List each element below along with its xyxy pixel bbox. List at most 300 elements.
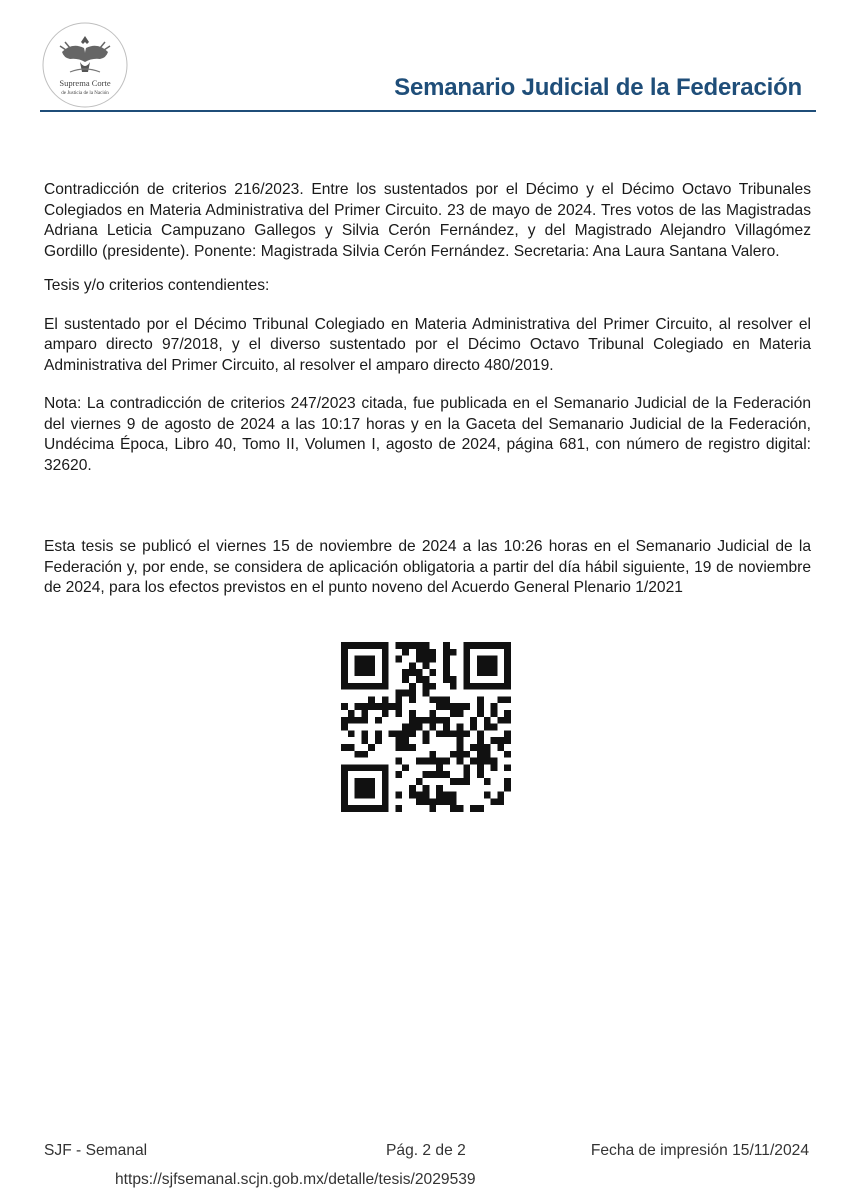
- qr-module: [402, 649, 409, 656]
- qr-module: [382, 778, 389, 785]
- qr-module: [395, 730, 402, 737]
- qr-module: [436, 730, 443, 737]
- qr-module: [470, 642, 477, 649]
- qr-module: [375, 737, 382, 744]
- qr-module: [477, 656, 484, 663]
- qr-module: [457, 778, 464, 785]
- qr-module: [416, 758, 423, 765]
- qr-module: [491, 662, 498, 669]
- qr-module: [348, 764, 355, 771]
- qr-module: [484, 792, 491, 799]
- qr-module: [409, 792, 416, 799]
- qr-module: [355, 717, 362, 724]
- qr-module: [484, 642, 491, 649]
- qr-module: [382, 676, 389, 683]
- qr-module: [457, 724, 464, 731]
- qr-module: [361, 717, 368, 724]
- qr-module: [484, 758, 491, 765]
- qr-module: [463, 771, 470, 778]
- qr-module: [341, 642, 348, 649]
- qr-module: [491, 656, 498, 663]
- qr-module: [361, 805, 368, 812]
- qr-module: [361, 730, 368, 737]
- qr-module: [409, 730, 416, 737]
- qr-module: [450, 710, 457, 717]
- qr-module: [382, 792, 389, 799]
- qr-module: [429, 710, 436, 717]
- qr-module: [463, 642, 470, 649]
- qr-module: [382, 785, 389, 792]
- qr-module: [341, 649, 348, 656]
- qr-module: [382, 710, 389, 717]
- qr-module: [355, 703, 362, 710]
- qr-module: [416, 724, 423, 731]
- qr-module: [368, 696, 375, 703]
- qr-module: [457, 737, 464, 744]
- qr-module: [423, 642, 430, 649]
- qr-module: [341, 798, 348, 805]
- qr-module: [375, 764, 382, 771]
- qr-module: [470, 717, 477, 724]
- qr-module: [368, 656, 375, 663]
- qr-module: [491, 710, 498, 717]
- qr-module: [423, 730, 430, 737]
- qr-module: [341, 724, 348, 731]
- qr-module: [491, 642, 498, 649]
- qr-module: [348, 805, 355, 812]
- qr-module: [382, 771, 389, 778]
- qr-module: [429, 751, 436, 758]
- qr-module: [348, 683, 355, 690]
- qr-module: [355, 642, 362, 649]
- qr-module: [341, 669, 348, 676]
- qr-module: [402, 730, 409, 737]
- qr-module: [436, 771, 443, 778]
- qr-module: [361, 669, 368, 676]
- qr-module: [423, 683, 430, 690]
- qr-module: [341, 805, 348, 812]
- qr-module: [409, 785, 416, 792]
- qr-module: [484, 717, 491, 724]
- qr-module: [504, 642, 511, 649]
- qr-module: [450, 751, 457, 758]
- qr-module: [504, 785, 511, 792]
- qr-module: [375, 703, 382, 710]
- qr-module: [491, 703, 498, 710]
- qr-module: [382, 662, 389, 669]
- qr-module: [409, 710, 416, 717]
- contradiccion-paragraph: Contradicción de criterios 216/2023. Entre los sustentados por el Décimo y el Décimo Octavo Tribunales Colegiados en Materia Administrativa del Primer Circuito. 23 de mayo de 2024. Tres votos de las Magistradas Adriana Leticia Campuzano Gallegos y Silvia Cerón Fernández, y del Magistrado Alejandro Villagómez Gordillo (presidente). Ponente: Magistrada Silvia Cerón Fernández. Secretaria: Ana Laura Santana Valero.: [44, 181, 811, 260]
- qr-module: [457, 710, 464, 717]
- qr-module: [470, 724, 477, 731]
- qr-module: [341, 662, 348, 669]
- qr-module: [416, 778, 423, 785]
- tesis-label: Tesis y/o criterios contendientes:: [44, 277, 270, 294]
- qr-module: [416, 642, 423, 649]
- qr-module: [477, 662, 484, 669]
- qr-module: [484, 669, 491, 676]
- qr-module: [423, 656, 430, 663]
- qr-module: [416, 649, 423, 656]
- qr-module: [484, 751, 491, 758]
- qr-module: [429, 805, 436, 812]
- qr-module: [416, 717, 423, 724]
- qr-module: [416, 792, 423, 799]
- page-title: Semanario Judicial de la Federación: [394, 74, 802, 101]
- qr-module: [436, 764, 443, 771]
- qr-module: [450, 805, 457, 812]
- qr-module: [504, 662, 511, 669]
- qr-module: [368, 744, 375, 751]
- qr-module: [395, 703, 402, 710]
- qr-module: [443, 724, 450, 731]
- qr-module: [423, 690, 430, 697]
- qr-module: [450, 683, 457, 690]
- qr-module: [368, 669, 375, 676]
- qr-module: [463, 662, 470, 669]
- qr-module: [504, 676, 511, 683]
- qr-module: [355, 669, 362, 676]
- qr-module: [423, 662, 430, 669]
- qr-module: [504, 737, 511, 744]
- qr-module: [484, 744, 491, 751]
- qr-module: [423, 717, 430, 724]
- qr-module: [504, 730, 511, 737]
- qr-module: [436, 798, 443, 805]
- qr-module: [409, 724, 416, 731]
- qr-module: [395, 690, 402, 697]
- qr-module: [389, 703, 396, 710]
- qr-module: [436, 792, 443, 799]
- qr-module: [477, 642, 484, 649]
- qr-module: [423, 649, 430, 656]
- qr-module: [450, 778, 457, 785]
- qr-module: [402, 744, 409, 751]
- qr-module: [341, 656, 348, 663]
- qr-module: [504, 656, 511, 663]
- qr-module: [477, 710, 484, 717]
- qr-module: [368, 792, 375, 799]
- qr-module: [443, 696, 450, 703]
- qr-module: [491, 758, 498, 765]
- qr-module: [368, 785, 375, 792]
- qr-module: [341, 764, 348, 771]
- qr-module: [355, 792, 362, 799]
- sustentado-paragraph: El sustentado por el Décimo Tribunal Colegiado en Materia Administrativa del Primer Circuito, al resolver el amparo directo 97/2018, y el diverso sustentado por el Décimo Octavo Tribunal Colegiado en Materia Administrativa del Primer Circuito, al resolver el amparo directo 480/2019.: [44, 315, 811, 374]
- qr-module: [436, 717, 443, 724]
- qr-module: [375, 730, 382, 737]
- qr-module: [436, 696, 443, 703]
- qr-module: [361, 764, 368, 771]
- qr-module: [361, 785, 368, 792]
- qr-module: [423, 676, 430, 683]
- qr-module: [355, 683, 362, 690]
- qr-module: [416, 798, 423, 805]
- qr-module: [470, 744, 477, 751]
- qr-module: [497, 717, 504, 724]
- qr-module: [341, 676, 348, 683]
- qr-module: [361, 656, 368, 663]
- qr-module: [355, 751, 362, 758]
- footer: [44, 1142, 809, 1162]
- qr-module: [463, 703, 470, 710]
- qr-module: [443, 703, 450, 710]
- qr-module: [348, 717, 355, 724]
- qr-module: [423, 737, 430, 744]
- qr-module: [504, 710, 511, 717]
- qr-module: [395, 642, 402, 649]
- qr-module: [443, 798, 450, 805]
- footer-source: SJF - Semanal: [44, 1142, 148, 1159]
- qr-module: [348, 642, 355, 649]
- qr-module: [355, 764, 362, 771]
- qr-module: [443, 676, 450, 683]
- qr-module: [504, 778, 511, 785]
- qr-module: [382, 669, 389, 676]
- scjn-logo: [40, 22, 130, 108]
- qr-module: [450, 676, 457, 683]
- qr-module: [382, 696, 389, 703]
- qr-module: [375, 805, 382, 812]
- qr-module: [491, 683, 498, 690]
- qr-module: [491, 669, 498, 676]
- qr-module: [402, 724, 409, 731]
- qr-module: [429, 696, 436, 703]
- qr-module: [368, 642, 375, 649]
- qr-module: [395, 771, 402, 778]
- qr-module: [402, 669, 409, 676]
- qr-module: [361, 792, 368, 799]
- qr-module: [341, 778, 348, 785]
- qr-module: [450, 798, 457, 805]
- qr-module: [443, 669, 450, 676]
- qr-module: [416, 669, 423, 676]
- qr-module: [423, 785, 430, 792]
- page-number: Pág. 2 de 2: [386, 1142, 466, 1159]
- qr-module: [341, 703, 348, 710]
- qr-module: [409, 696, 416, 703]
- qr-module: [491, 724, 498, 731]
- qr-module: [477, 730, 484, 737]
- qr-module: [484, 662, 491, 669]
- qr-module: [457, 805, 464, 812]
- qr-module: [375, 642, 382, 649]
- qr-module: [477, 771, 484, 778]
- qr-module: [355, 805, 362, 812]
- qr-module: [361, 737, 368, 744]
- qr-module: [355, 662, 362, 669]
- qr-module: [450, 792, 457, 799]
- qr-module: [361, 703, 368, 710]
- qr-module: [355, 778, 362, 785]
- qr-module: [395, 744, 402, 751]
- qr-module: [477, 683, 484, 690]
- qr-module: [341, 785, 348, 792]
- qr-module: [477, 744, 484, 751]
- qr-module: [429, 717, 436, 724]
- qr-module: [429, 798, 436, 805]
- qr-module: [477, 805, 484, 812]
- qr-module: [355, 656, 362, 663]
- qr-module: [443, 717, 450, 724]
- qr-module: [375, 683, 382, 690]
- nota-paragraph: Nota: La contradicción de criterios 247/2023 citada, fue publicada en el Semanario Judicial de la Federación del viernes 9 de agosto de 2024 a las 10:17 horas y en la Gaceta del Semanario Judicial de la Federación, Undécima Época, Libro 40, Tomo II, Volumen I, agosto de 2024, página 681, con número de registro digital: 32620.: [44, 395, 811, 474]
- qr-module: [443, 656, 450, 663]
- qr-module: [395, 710, 402, 717]
- qr-module: [484, 724, 491, 731]
- qr-module: [409, 642, 416, 649]
- qr-module: [504, 649, 511, 656]
- qr-module: [423, 758, 430, 765]
- qr-module: [389, 730, 396, 737]
- qr-module: [477, 751, 484, 758]
- qr-module: [463, 676, 470, 683]
- qr-module: [429, 656, 436, 663]
- qr-module: [470, 805, 477, 812]
- qr-module: [402, 642, 409, 649]
- qr-module: [477, 758, 484, 765]
- qr-module: [409, 669, 416, 676]
- qr-module: [423, 792, 430, 799]
- qr-module: [368, 703, 375, 710]
- qr-module: [341, 683, 348, 690]
- qr-code-icon: [341, 642, 511, 812]
- qr-module: [477, 764, 484, 771]
- qr-module: [368, 805, 375, 812]
- qr-module: [457, 751, 464, 758]
- qr-module: [457, 758, 464, 765]
- qr-module: [497, 737, 504, 744]
- qr-module: [463, 730, 470, 737]
- qr-module: [436, 703, 443, 710]
- qr-module: [361, 642, 368, 649]
- qr-module: [409, 717, 416, 724]
- qr-module: [497, 744, 504, 751]
- qr-module: [450, 649, 457, 656]
- qr-module: [341, 744, 348, 751]
- qr-module: [429, 649, 436, 656]
- qr-module: [457, 744, 464, 751]
- logo-line2: de Justicia de la Nación: [61, 91, 109, 96]
- eagle-seal-icon: [40, 22, 130, 108]
- qr-module: [484, 683, 491, 690]
- qr-module: [395, 656, 402, 663]
- qr-module: [443, 771, 450, 778]
- qr-module: [436, 785, 443, 792]
- qr-module: [504, 669, 511, 676]
- document-body: [44, 180, 811, 599]
- qr-module: [348, 710, 355, 717]
- qr-module: [348, 744, 355, 751]
- qr-module: [450, 730, 457, 737]
- qr-module: [463, 683, 470, 690]
- qr-module: [504, 683, 511, 690]
- qr-module: [457, 703, 464, 710]
- qr-module: [382, 764, 389, 771]
- qr-module: [382, 703, 389, 710]
- qr-module: [341, 717, 348, 724]
- qr-module: [443, 642, 450, 649]
- qr-module: [368, 764, 375, 771]
- qr-module: [368, 778, 375, 785]
- qr-module: [361, 778, 368, 785]
- qr-module: [402, 737, 409, 744]
- qr-module: [341, 792, 348, 799]
- qr-module: [504, 696, 511, 703]
- qr-module: [484, 778, 491, 785]
- qr-module: [429, 683, 436, 690]
- qr-module: [443, 758, 450, 765]
- qr-module: [450, 703, 457, 710]
- print-date: Fecha de impresión 15/11/2024: [590, 1142, 809, 1159]
- header-divider: [40, 110, 816, 112]
- qr-module: [429, 724, 436, 731]
- qr-module: [463, 649, 470, 656]
- qr-module: [402, 676, 409, 683]
- qr-module: [504, 764, 511, 771]
- qr-module: [497, 798, 504, 805]
- qr-module: [491, 764, 498, 771]
- qr-module: [382, 649, 389, 656]
- qr-module: [382, 642, 389, 649]
- qr-module: [395, 758, 402, 765]
- qr-module: [416, 676, 423, 683]
- qr-module: [355, 785, 362, 792]
- qr-module: [409, 690, 416, 697]
- qr-module: [443, 649, 450, 656]
- qr-module: [463, 656, 470, 663]
- qr-module: [395, 792, 402, 799]
- qr-module: [382, 683, 389, 690]
- tesis-url[interactable]: https://sjfsemanal.scjn.gob.mx/detalle/tesis/2029539: [115, 1171, 476, 1188]
- qr-module: [361, 662, 368, 669]
- qr-module: [504, 717, 511, 724]
- qr-module: [497, 642, 504, 649]
- qr-module: [402, 764, 409, 771]
- qr-module: [457, 730, 464, 737]
- qr-module: [504, 751, 511, 758]
- qr-module: [361, 683, 368, 690]
- qr-module: [429, 669, 436, 676]
- qr-module: [497, 683, 504, 690]
- qr-module: [443, 730, 450, 737]
- qr-module: [395, 696, 402, 703]
- qr-module: [375, 717, 382, 724]
- qr-module: [477, 737, 484, 744]
- qr-module: [463, 751, 470, 758]
- qr-module: [470, 683, 477, 690]
- qr-module: [382, 656, 389, 663]
- qr-module: [395, 737, 402, 744]
- qr-module: [497, 792, 504, 799]
- qr-module: [423, 771, 430, 778]
- qr-module: [348, 730, 355, 737]
- qr-module: [491, 798, 498, 805]
- qr-module: [491, 737, 498, 744]
- qr-module: [361, 710, 368, 717]
- qr-module: [361, 751, 368, 758]
- qr-module: [477, 696, 484, 703]
- qr-module: [423, 798, 430, 805]
- qr-module: [409, 662, 416, 669]
- qr-code: [341, 642, 511, 812]
- logo-line1: Suprema Corte: [59, 78, 111, 88]
- qr-module: [429, 758, 436, 765]
- qr-module: [497, 696, 504, 703]
- qr-module: [443, 792, 450, 799]
- qr-module: [443, 662, 450, 669]
- qr-module: [382, 798, 389, 805]
